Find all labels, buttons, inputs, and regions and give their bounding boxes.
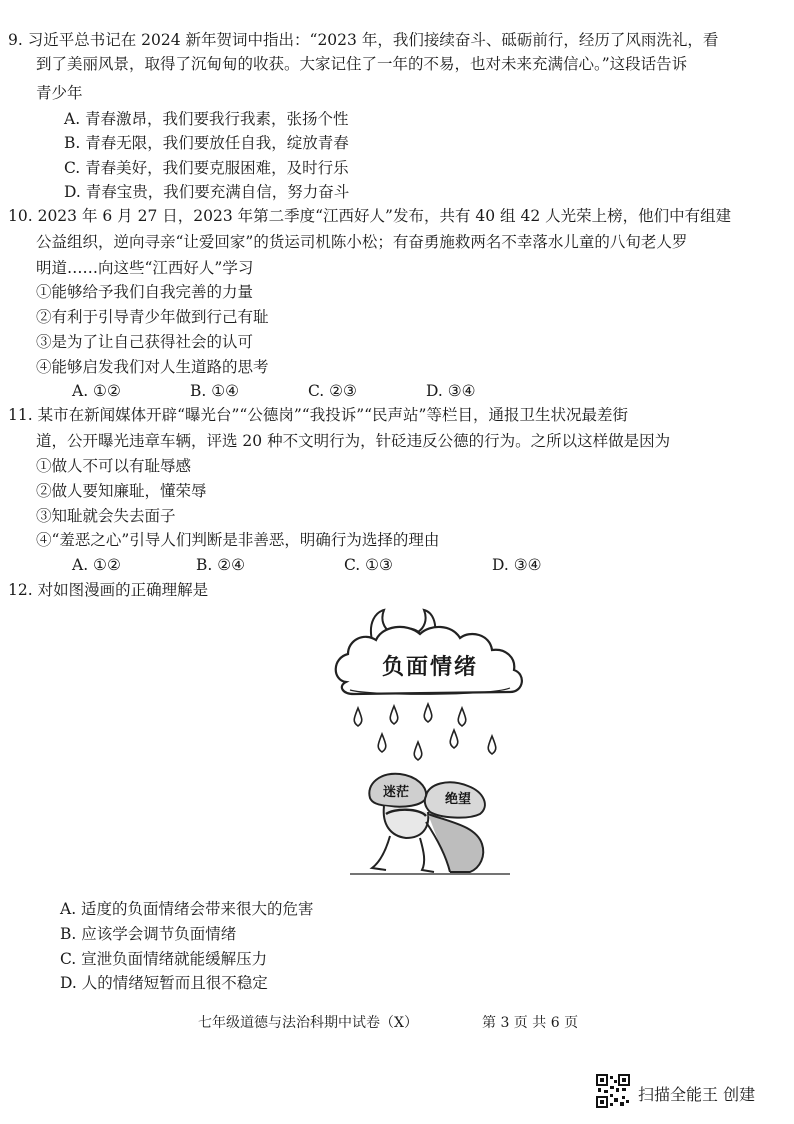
raindrop-icon xyxy=(458,708,466,726)
q10-option-c: C. ②③ xyxy=(308,382,357,400)
footer-page-number: 第 3 页 共 6 页 xyxy=(482,1015,579,1031)
q11-stem-line1: 11. 某市在新闻媒体开辟“曝光台”“公德岗”“我投诉”“民声站”等栏目，通报卫生状况最差街 xyxy=(8,406,628,424)
q9-option-a: A. 青春激昂，我们要我行我素，张扬个性 xyxy=(64,110,349,128)
q11-option-b: B. ②④ xyxy=(196,556,246,574)
q10-statement-1: ①能够给予我们自我完善的力量 xyxy=(36,283,254,301)
q9-stem-line3: 青少年 xyxy=(36,84,83,102)
burden-label-left: 迷茫 xyxy=(382,785,410,800)
raindrop-icon xyxy=(414,742,422,760)
q12-option-d: D. 人的情绪短暂而且很不稳定 xyxy=(60,974,268,992)
q9-stem-line1: 9. 习近平总书记在 2024 新年贺词中指出：“2023 年，我们接续奋斗、砥砺前行，经历了风雨洗礼，看 xyxy=(8,31,719,49)
q10-statement-2: ②有利于引导青少年做到行己有耻 xyxy=(36,308,269,326)
q10-stem-line1: 10. 2023 年 6 月 27 日，2023 年第二季度“江西好人”发布，共有 40 组 42 人光荣上榜，他们中有组建 xyxy=(8,207,732,225)
q10-option-d: D. ③④ xyxy=(426,382,476,400)
q10-option-a: A. ①② xyxy=(72,382,121,400)
q10-stem-line2: 公益组织，逆向寻亲“让爱回家”的货运司机陈小松；有奋勇施救两名不幸落水儿童的八旬老人罗 xyxy=(36,233,688,251)
raindrop-icon xyxy=(390,706,398,724)
q12-option-c: C. 宣泄负面情绪就能缓解压力 xyxy=(60,950,268,968)
q11-option-d: D. ③④ xyxy=(492,556,542,574)
q10-option-b: B. ①④ xyxy=(190,382,240,400)
raindrop-icon xyxy=(378,734,386,752)
q9-stem-line2: 到了美丽风景，取得了沉甸甸的收获。大家记住了一年的不易，也对未来充满信心。”这段话告诉 xyxy=(36,55,688,73)
negative-emotion-comic xyxy=(330,600,530,885)
q11-option-c: C. ①③ xyxy=(344,556,393,574)
q12-option-b: B. 应该学会调节负面情绪 xyxy=(60,925,237,943)
q9-option-d: D. 青春宝贵，我们要充满自信，努力奋斗 xyxy=(64,183,350,201)
footer-exam-title: 七年级道德与法治科期中试卷（X） xyxy=(198,1015,418,1031)
q10-stem-line3: 明道……向这些“江西好人”学习 xyxy=(36,259,254,277)
q12-option-a: A. 适度的负面情绪会带来很大的危害 xyxy=(60,900,314,918)
q11-statement-1: ①做人不可以有耻辱感 xyxy=(36,457,192,475)
q11-option-a: A. ①② xyxy=(72,556,121,574)
q11-statement-2: ②做人要知廉耻，懂荣辱 xyxy=(36,482,207,500)
raindrop-icon xyxy=(424,704,432,722)
cloud-label: 负面情绪 xyxy=(381,655,479,680)
q9-option-c: C. 青春美好，我们要克服困难，及时行乐 xyxy=(64,159,349,177)
burden-label-right: 绝望 xyxy=(444,792,472,807)
q10-statement-4: ④能够启发我们对人生道路的思考 xyxy=(36,358,269,376)
q10-statement-3: ③是为了让自己获得社会的认可 xyxy=(36,333,254,351)
q11-statement-3: ③知耻就会失去面子 xyxy=(36,507,176,525)
q9-option-b: B. 青春无限，我们要放任自我，绽放青春 xyxy=(64,134,349,152)
q12-stem: 12. 对如图漫画的正确理解是 xyxy=(8,581,209,599)
raindrop-icon xyxy=(450,730,458,748)
raindrop-icon xyxy=(488,736,496,754)
qr-code-icon xyxy=(596,1074,630,1108)
kneeling-person xyxy=(350,774,510,874)
raindrop-icon xyxy=(354,708,362,726)
raindrops xyxy=(354,704,496,760)
q11-statement-4: ④“羞恶之心”引导人们判断是非善恶，明确行为选择的理由 xyxy=(36,531,440,549)
q11-stem-line2: 道，公开曝光违章车辆，评选 20 种不文明行为，针砭违反公德的行为。之所以这样做是因为 xyxy=(36,432,671,450)
scanner-watermark: 扫描全能王 创建 xyxy=(638,1085,756,1104)
